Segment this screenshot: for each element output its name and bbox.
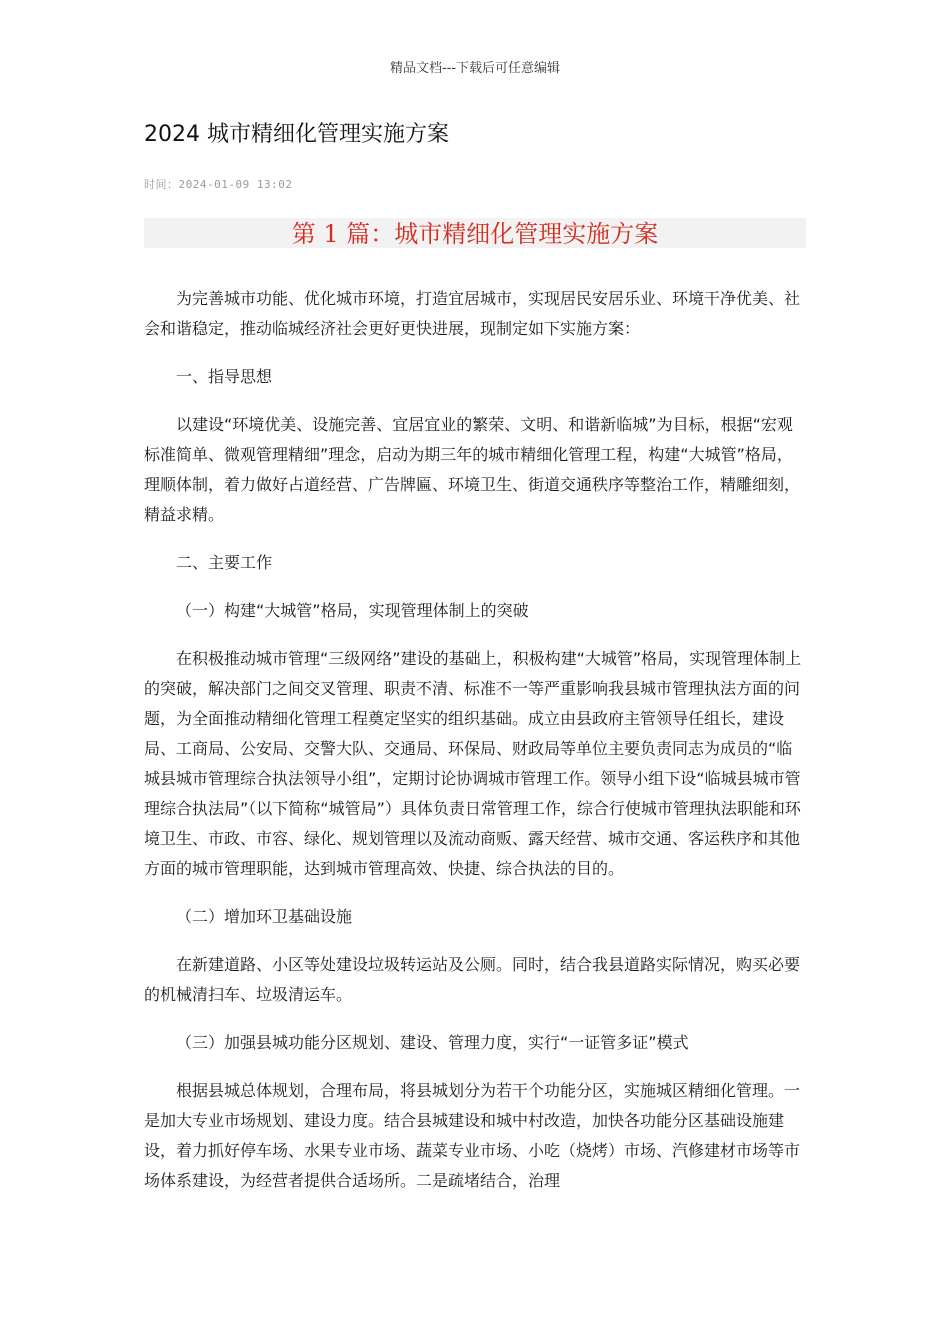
section-heading-main-work: 二、主要工作 — [176, 553, 273, 572]
guiding-ideology-paragraph: 以建设“环境优美、设施完善、宜居宜业的繁荣、文明、和谐新临城”为目标，根据“宏观标准简单、微观管理精细”理念，启动为期三年的城市精细化管理工程，构建“大城管”格局，理顺体制，着力做好占道经营、广告牌匾、环境卫生、街道交通秩序等整治工作，精雕细刻，精益求精。 — [144, 415, 801, 524]
intro-paragraph: 为完善城市功能、优化城市环境，打造宜居城市，实现居民安居乐业、环境干净优美、社会和谐稳定，推动临城经济社会更好更快进展，现制定如下实施方案： — [144, 289, 801, 338]
subheading-big-urban-management: （一）构建“大城管”格局，实现管理体制上的突破 — [176, 601, 529, 620]
functional-zoning-paragraph: 根据县城总体规划，合理布局，将县城划分为若干个功能分区，实施城区精细化管理。一是加大专业市场规划、建设力度。结合县城建设和城中村改造，加快各功能分区基础设施建设，着力抓好停车场、水果专业市场、蔬菜专业市场、小吃（烧烤）市场、汽修建材市场等市场体系建设，为经营者提供合适场所。二是疏堵结合，治理 — [144, 1081, 801, 1190]
document-body — [144, 284, 806, 1214]
header-note: 精品文档---下载后可任意编辑 — [389, 61, 561, 76]
big-urban-management-paragraph: 在积极推动城市管理“三级网络”建设的基础上，积极构建“大城管”格局，实现管理体制上的突破，解决部门之间交叉管理、职责不清、标准不一等严重影响我县城市管理执法方面的问题，为全面推动精细化管理工程奠定坚实的组织基础。成立由县政府主管领导任组长，建设局、工商局、公安局、交警大队、交通局、环保局、财政局等单位主要负责同志为成员的“临城县城市管理综合执法领导小组”，定期讨论协调城市管理工作。领导小组下设“临城县城市管理综合执法局”（以下简称“城管局”）具体负责日常管理工作，综合行使城市管理执法职能和环境卫生、市政、市容、绿化、规划管理以及流动商贩、露天经营、城市交通、客运秩序和其他方面的城市管理职能，达到城市管理高效、快捷、综合执法的目的。 — [144, 649, 802, 878]
section-heading-guiding-ideology: 一、指导思想 — [176, 367, 273, 386]
section-banner-title: 第 1 篇：城市精细化管理实施方案 — [291, 220, 659, 248]
document-title: 2024 城市精细化管理实施方案 — [144, 122, 449, 147]
sanitation-facilities-paragraph: 在新建道路、小区等处建设垃圾转运站及公厕。同时，结合我县道路实际情况，购买必要的机械清扫车、垃圾清运车。 — [144, 955, 801, 1004]
section-banner — [144, 218, 806, 248]
subheading-functional-zoning: （三）加强县城功能分区规划、建设、管理力度，实行“一证管多证”模式 — [176, 1033, 689, 1052]
document-timestamp: 时间：2024-01-09 13:02 — [144, 178, 293, 191]
subheading-sanitation-facilities: （二）增加环卫基础设施 — [176, 907, 353, 926]
